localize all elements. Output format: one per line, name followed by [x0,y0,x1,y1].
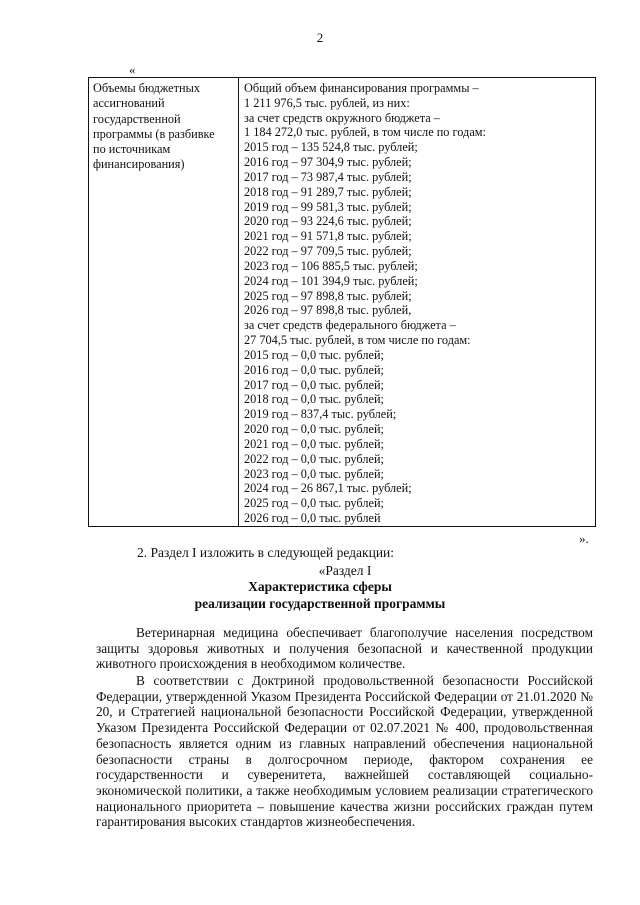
table-value-line: 2022 год – 0,0 тыс. рублей; [244,451,384,466]
budget-allocation-table [88,77,596,527]
table-value-line: 2017 год – 73 987,4 тыс. рублей; [244,169,412,184]
table-value-line: 27 704,5 тыс. рублей, в том числе по годам: [244,333,471,348]
table-value-line: 2016 год – 0,0 тыс. рублей; [244,362,384,377]
body-paragraph-2 [96,673,593,830]
table-column-divider [238,78,239,526]
table-value-cell [244,81,589,526]
table-label-line: Объемы бюджетных [93,81,200,95]
table-value-line: 2016 год – 97 304,9 тыс. рублей; [244,155,412,170]
opening-quote-mark: « [129,62,136,77]
table-value-line: 2026 год – 0,0 тыс. рублей [244,511,381,526]
table-value-line: 2022 год – 97 709,5 тыс. рублей; [244,244,412,259]
table-value-line: 2019 год – 99 581,3 тыс. рублей; [244,199,412,214]
table-label-line: по источникам [93,142,171,157]
table-value-line: 2025 год – 97 898,8 тыс. рублей; [244,288,412,303]
table-value-line: 2021 год – 91 571,8 тыс. рублей; [244,229,412,244]
table-value-line: 2023 год – 106 885,5 тыс. рублей; [244,258,418,273]
table-value-line: за счет средств федерального бюджета – [244,318,456,333]
section-title-line-1: Характеристика сферы [248,579,392,594]
table-value-line: 2024 год – 26 867,1 тыс. рублей; [244,481,412,496]
table-value-line: 2015 год – 0,0 тыс. рублей; [244,347,384,362]
section-title-line-2: реализации государственной программы [194,596,446,611]
table-value-line: Общий объем финансирования программы – [244,81,479,95]
table-value-line: 2021 год – 0,0 тыс. рублей; [244,436,384,451]
table-value-line: 2018 год – 91 289,7 тыс. рублей; [244,184,412,199]
table-value-line: 1 184 272,0 тыс. рублей, в том числе по годам: [244,125,486,140]
body-paragraph-1 [96,625,593,672]
table-value-line: 2023 год – 0,0 тыс. рублей; [244,466,384,481]
table-value-line: 2020 год – 93 224,6 тыс. рублей; [244,214,412,229]
table-value-line: 2017 год – 0,0 тыс. рублей; [244,377,384,392]
closing-quote-mark: ». [579,531,589,546]
paragraph-text: Ветеринарная медицина обеспечивает благополучие населения посредством защиты здоровья животных и получения безопасной и качественной продукции животного происхождения в необходимом количестве. [96,625,593,672]
table-label-cell [93,81,233,173]
table-value-line: 2025 год – 0,0 тыс. рублей; [244,496,384,511]
amendment-item-2: 2. Раздел I изложить в следующей редакции: [137,545,395,560]
table-value-line: 2026 год – 97 898,8 тыс. рублей, [244,303,412,318]
page-number: 2 [316,30,324,45]
table-label-line: финансирования) [93,157,185,172]
paragraph-text: В соответствии с Доктриной продовольственной безопасности Российской Федерации, утвержденной Указом Президента Российской Федерации от 21.01.2020 № 20, и Стратегией национальной безопасности Российской Федерации, утвержденной Указом Президента Российской Федерации от 02.07.2021 № 400, продовольственная безопасность является одним из главных направлений обеспечения национальной безопасности страны в долгосрочном периоде, фактором сохранения ее государственности и суверенитета, важнейшей составляющей социально-экономической политики, а также необходимым условием реализации стратегического национального приоритета – повышение качества жизни российских граждан путем гарантирования высоких стандартов жизнеобеспечения. [96,673,593,830]
table-label-line: программы (в разбивке [93,126,215,141]
table-value-line: 2020 год – 0,0 тыс. рублей; [244,422,384,437]
section-label: «Раздел I [318,563,372,578]
table-value-line: 2024 год – 101 394,9 тыс. рублей; [244,273,418,288]
table-value-line: 2015 год – 135 524,8 тыс. рублей; [244,140,418,155]
table-label-line: государственной [93,111,181,126]
table-value-line: 2019 год – 837,4 тыс. рублей; [244,407,397,422]
table-value-line: за счет средств окружного бюджета – [244,110,440,125]
table-label-line: ассигнований [93,96,165,111]
table-value-line: 2018 год – 0,0 тыс. рублей; [244,392,384,407]
table-value-line: 1 211 976,5 тыс. рублей, из них: [244,95,410,110]
